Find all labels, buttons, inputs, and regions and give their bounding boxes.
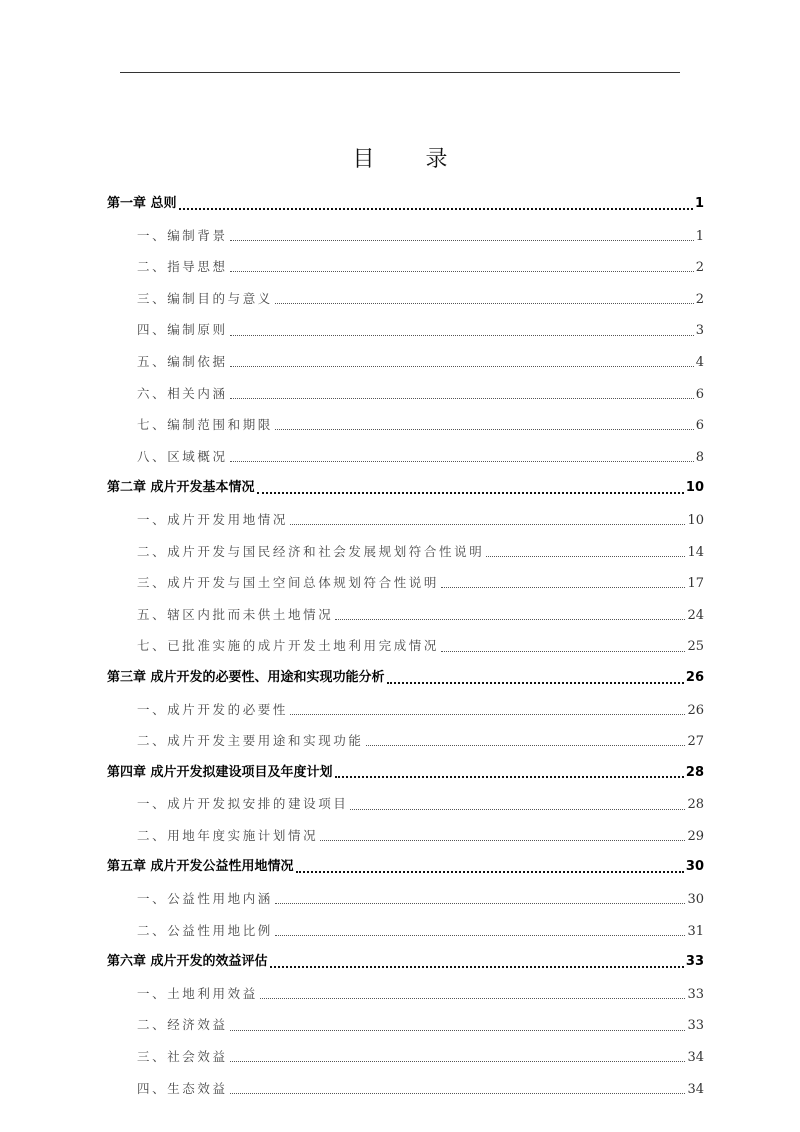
- toc-section-entry[interactable]: [107, 820, 704, 852]
- toc-section-entry[interactable]: [107, 1009, 704, 1041]
- toc-chapter-entry[interactable]: [107, 757, 704, 789]
- toc-page-number: 6: [695, 418, 704, 434]
- toc-page-number: 6: [695, 386, 704, 402]
- toc-section-entry[interactable]: [107, 883, 704, 915]
- dot-leader: [486, 556, 685, 557]
- toc-page-number: 29: [687, 828, 704, 844]
- toc-entry-label: 七、已批准实施的成片开发土地利用完成情况: [137, 638, 440, 654]
- toc-section-entry[interactable]: [107, 251, 704, 283]
- toc-page-number: 8: [695, 449, 704, 465]
- toc-page-number: 2: [695, 260, 704, 276]
- toc-section-entry[interactable]: [107, 346, 704, 378]
- dot-leader: [335, 776, 684, 778]
- dot-leader: [230, 271, 694, 272]
- toc-page-number: 10: [687, 512, 704, 528]
- toc-section-entry[interactable]: [107, 536, 704, 568]
- toc-page-number: 3: [695, 323, 704, 339]
- toc-entry-label: 八、区域概况: [137, 448, 228, 464]
- toc-page-number: 33: [685, 954, 704, 970]
- toc-entry-label: 三、成片开发与国土空间总体规划符合性说明: [137, 575, 440, 591]
- toc-page-number: 34: [687, 1050, 704, 1066]
- dot-leader: [230, 1093, 686, 1094]
- toc-page-number: 14: [687, 544, 704, 560]
- toc-entry-label: 五、编制依据: [137, 353, 228, 369]
- toc-entry-label: 第三章 成片开发的必要性、用途和实现功能分析: [107, 669, 385, 685]
- toc-page-number: 33: [687, 1018, 704, 1034]
- dot-leader: [290, 714, 685, 715]
- dot-leader: [335, 619, 685, 620]
- toc-section-entry[interactable]: [107, 1073, 704, 1105]
- dot-leader: [260, 998, 686, 999]
- toc-entry-label: 一、成片开发拟安排的建设项目: [137, 796, 349, 812]
- dot-leader: [441, 587, 685, 588]
- toc-section-entry[interactable]: [107, 378, 704, 410]
- dot-leader: [230, 240, 694, 241]
- toc-entry-label: 第一章 总则: [107, 196, 177, 211]
- toc-entry-label: 七、编制范围和期限: [137, 417, 273, 433]
- dot-leader: [366, 745, 686, 746]
- toc-entry-label: 一、成片开发用地情况: [137, 511, 289, 527]
- toc-section-entry[interactable]: [107, 978, 704, 1010]
- toc-entry-label: 二、公益性用地比例: [137, 922, 273, 938]
- dot-leader: [230, 398, 694, 399]
- dot-leader: [257, 492, 684, 494]
- toc-entry-label: 第六章 成片开发的效益评估: [107, 954, 268, 970]
- toc-page-number: 30: [685, 859, 704, 875]
- toc-entry-label: 第二章 成片开发基本情况: [107, 480, 255, 496]
- dot-leader: [230, 461, 694, 462]
- toc-page-number: 1: [694, 196, 704, 211]
- dot-leader: [275, 429, 694, 430]
- toc-page-number: 34: [687, 1081, 704, 1097]
- toc-section-entry[interactable]: [107, 1041, 704, 1073]
- dot-leader: [230, 366, 694, 367]
- toc-section-entry[interactable]: [107, 314, 704, 346]
- toc-entry-label: 四、编制原则: [137, 322, 228, 338]
- toc-entry-label: 一、土地利用效益: [137, 985, 258, 1001]
- toc-section-entry[interactable]: [107, 567, 704, 599]
- dot-leader: [275, 935, 686, 936]
- toc-section-entry[interactable]: [107, 441, 704, 473]
- toc-page-number: 33: [687, 986, 704, 1002]
- toc-section-entry[interactable]: [107, 725, 704, 757]
- toc-page-number: 17: [687, 576, 704, 592]
- dot-leader: [441, 651, 685, 652]
- dot-leader: [290, 524, 685, 525]
- toc-entry-label: 一、公益性用地内涵: [137, 891, 273, 907]
- toc-page-number: 1: [695, 228, 704, 244]
- toc-chapter-entry[interactable]: [107, 946, 704, 978]
- header-rule: [120, 72, 680, 73]
- dot-leader: [387, 682, 684, 684]
- toc-entry-label: 二、经济效益: [137, 1017, 228, 1033]
- toc-entry-label: 二、用地年度实施计划情况: [137, 827, 319, 843]
- toc-section-entry[interactable]: [107, 504, 704, 536]
- toc-entry-label: 二、成片开发主要用途和实现功能: [137, 733, 364, 749]
- toc-entry-label: 第四章 成片开发拟建设项目及年度计划: [107, 764, 333, 780]
- toc-page-number: 26: [687, 702, 704, 718]
- toc-entry-label: 三、编制目的与意义: [137, 290, 273, 306]
- dot-leader: [275, 903, 686, 904]
- toc-entry-label: 六、相关内涵: [137, 385, 228, 401]
- dot-leader: [270, 966, 684, 968]
- toc-entry-label: 一、编制背景: [137, 227, 228, 243]
- toc-chapter-entry[interactable]: [107, 472, 704, 504]
- toc-section-entry[interactable]: [107, 694, 704, 726]
- toc-page-number: 30: [687, 892, 704, 908]
- toc-page-number: 31: [687, 923, 704, 939]
- toc-section-entry[interactable]: [107, 915, 704, 947]
- toc-page-number: 24: [687, 607, 704, 623]
- toc-entry-label: 五、辖区内批而未供土地情况: [137, 606, 334, 622]
- dot-leader: [320, 840, 685, 841]
- toc-page-number: 27: [687, 734, 704, 750]
- toc-page-number: 26: [685, 669, 704, 685]
- dot-leader: [179, 208, 693, 210]
- toc-section-entry[interactable]: [107, 409, 704, 441]
- toc-page-number: 25: [687, 639, 704, 655]
- toc-page-number: 10: [685, 480, 704, 496]
- toc-entry-label: 一、成片开发的必要性: [137, 701, 289, 717]
- toc-section-entry[interactable]: [107, 630, 704, 662]
- dot-leader: [350, 809, 685, 810]
- toc-chapter-entry[interactable]: [107, 851, 704, 883]
- toc-section-entry[interactable]: [107, 599, 704, 631]
- dot-leader: [230, 1061, 686, 1062]
- dot-leader: [275, 303, 694, 304]
- toc-title: 目 录: [352, 147, 470, 172]
- toc-section-entry[interactable]: [107, 788, 704, 820]
- table-of-contents: [107, 188, 704, 1104]
- toc-page-number: 2: [695, 291, 704, 307]
- toc-entry-label: 三、社会效益: [137, 1049, 228, 1065]
- toc-entry-label: 二、指导思想: [137, 259, 228, 275]
- toc-entry-label: 四、生态效益: [137, 1080, 228, 1096]
- toc-page-number: 28: [685, 764, 704, 780]
- toc-section-entry[interactable]: [107, 220, 704, 252]
- toc-entry-label: 第五章 成片开发公益性用地情况: [107, 859, 294, 875]
- dot-leader: [230, 1030, 686, 1031]
- toc-section-entry[interactable]: [107, 283, 704, 315]
- toc-page-number: 4: [695, 354, 704, 370]
- toc-entry-label: 二、成片开发与国民经济和社会发展规划符合性说明: [137, 543, 485, 559]
- toc-page-number: 28: [687, 797, 704, 813]
- toc-chapter-entry[interactable]: [107, 188, 704, 220]
- dot-leader: [230, 335, 694, 336]
- dot-leader: [296, 871, 684, 873]
- toc-chapter-entry[interactable]: [107, 662, 704, 694]
